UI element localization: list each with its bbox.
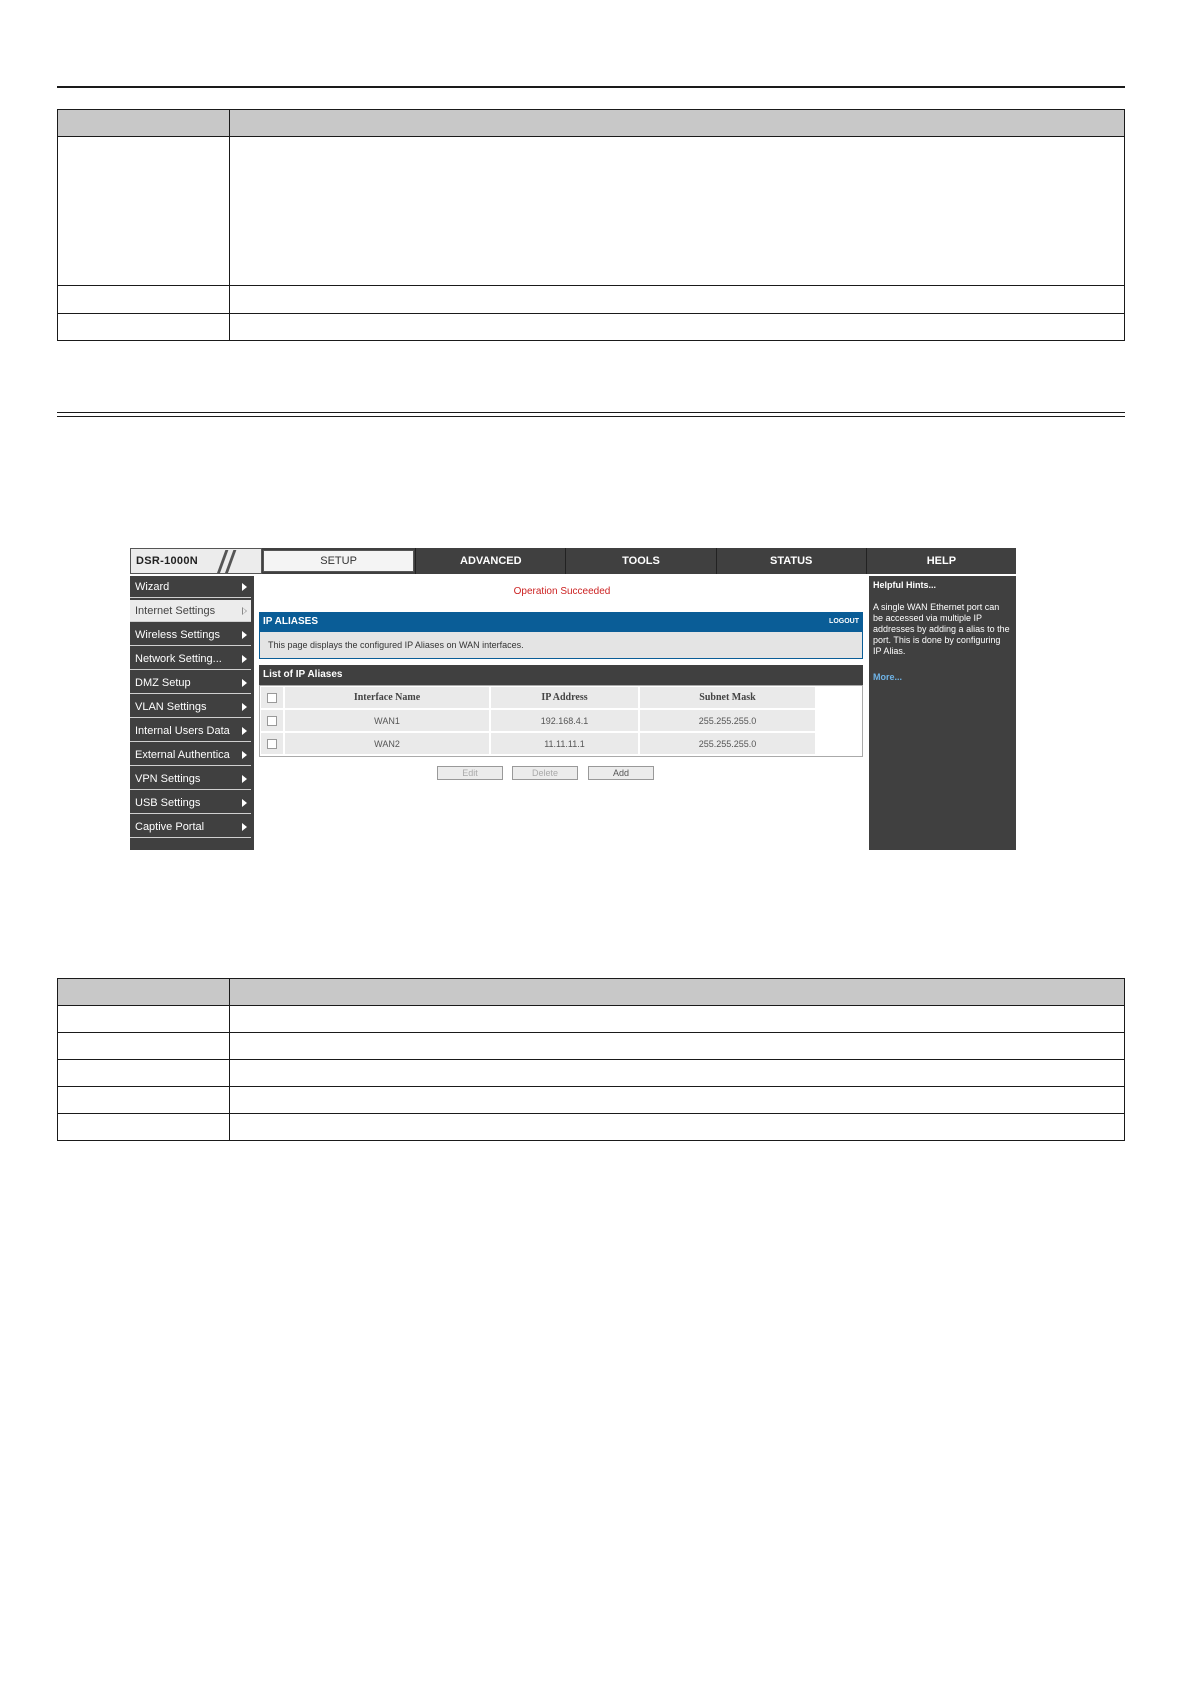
chevron-right-icon <box>242 583 247 591</box>
sidebar-item-vpn-settings[interactable] <box>130 768 251 790</box>
page-top-rule <box>57 86 1125 88</box>
table-header-cell <box>230 979 1125 1006</box>
list-header <box>259 665 863 685</box>
section-rule <box>57 412 1125 413</box>
table-cell <box>230 1060 1125 1087</box>
table-header-row <box>260 686 862 708</box>
table-row[interactable] <box>260 709 862 731</box>
row-select-cell <box>261 710 283 731</box>
sidebar-item-wizard[interactable] <box>130 576 251 598</box>
tab-advanced[interactable]: ADVANCED <box>415 548 565 574</box>
list-title: List of IP Aliases <box>263 669 343 680</box>
table-cell <box>58 1006 230 1033</box>
chevron-right-icon <box>242 799 247 807</box>
table-cell <box>58 1114 230 1141</box>
table-cell <box>230 1087 1125 1114</box>
select-all-cell <box>261 687 283 708</box>
help-hints-body: A single WAN Ethernet port can be accessed via multiple IP addresses by adding a alias to the port. This is done by configuring IP Alias. <box>873 602 1010 656</box>
top-nav-tabs <box>262 548 1016 574</box>
ip-alias-table <box>259 685 863 757</box>
chevron-right-icon <box>242 679 247 687</box>
product-name: DSR-1000N <box>136 555 199 567</box>
table-cell <box>230 286 1125 314</box>
sidebar-item-label: Wireless Settings <box>135 629 220 641</box>
help-more-link[interactable]: More... <box>873 672 903 682</box>
row-select-cell <box>261 733 283 754</box>
chevron-right-icon <box>242 607 247 615</box>
tab-status[interactable]: STATUS <box>716 548 866 574</box>
table-cell <box>230 314 1125 341</box>
add-button[interactable]: Add <box>588 766 654 780</box>
sidebar-item-label: Wizard <box>135 581 170 593</box>
table-cell <box>58 286 230 314</box>
sidebar-item-network-settings[interactable] <box>130 648 251 670</box>
edit-button[interactable]: Edit <box>437 766 503 780</box>
column-header: IP Address <box>491 687 638 708</box>
field-table-top <box>57 109 1125 341</box>
tab-help[interactable]: HELP <box>866 548 1016 574</box>
sidebar-item-dmz-setup[interactable] <box>130 672 251 694</box>
column-header: Subnet Mask <box>640 687 815 708</box>
table-header-cell <box>230 110 1125 137</box>
cell-mask: 255.255.255.0 <box>640 710 815 731</box>
sidebar-item-vlan-settings[interactable] <box>130 696 251 718</box>
table-cell <box>230 1033 1125 1060</box>
section-rule <box>57 416 1125 417</box>
router-screenshot <box>130 548 1016 850</box>
sidebar-item-captive-portal[interactable] <box>130 816 251 838</box>
sidebar-item-label: DMZ Setup <box>135 677 191 689</box>
chevron-right-icon <box>242 775 247 783</box>
cell-ip: 11.11.11.1 <box>491 733 638 754</box>
table-cell <box>58 1087 230 1114</box>
status-message: Operation Succeeded <box>513 586 611 597</box>
section-title: IP ALIASES <box>263 616 319 627</box>
sidebar-item-label: Network Setting... <box>135 653 222 665</box>
chevron-right-icon <box>242 631 247 639</box>
table-cell <box>58 1060 230 1087</box>
chevron-right-icon <box>242 655 247 663</box>
sidebar-item-label: External Authentica <box>135 749 230 761</box>
sidebar-item-label: Internet Settings <box>135 605 216 617</box>
cell-interface: WAN1 <box>285 710 489 731</box>
row-checkbox[interactable] <box>267 739 277 749</box>
sidebar-item-label: VPN Settings <box>135 773 201 785</box>
logout-link[interactable]: LOGOUT <box>829 618 859 625</box>
page-description <box>259 632 863 659</box>
sidebar-item-label: VLAN Settings <box>135 701 207 713</box>
sidebar-item-internet-settings[interactable] <box>130 600 251 622</box>
cell-interface: WAN2 <box>285 733 489 754</box>
sidebar <box>130 576 254 850</box>
row-checkbox[interactable] <box>267 716 277 726</box>
table-cell <box>58 1033 230 1060</box>
main-content <box>257 576 867 850</box>
table-cell <box>230 1006 1125 1033</box>
cell-ip: 192.168.4.1 <box>491 710 638 731</box>
table-header-cell <box>58 110 230 137</box>
select-all-checkbox[interactable] <box>267 693 277 703</box>
chevron-right-icon <box>242 703 247 711</box>
chevron-right-icon <box>242 823 247 831</box>
sidebar-item-label: Internal Users Data <box>135 725 230 737</box>
field-table-bottom <box>57 978 1125 1141</box>
table-cell <box>58 314 230 341</box>
sidebar-item-label: Captive Portal <box>135 821 205 833</box>
sidebar-item-wireless-settings[interactable] <box>130 624 251 646</box>
table-cell <box>58 137 230 286</box>
help-panel <box>869 576 1016 850</box>
product-logo <box>130 548 262 574</box>
section-header <box>259 612 863 632</box>
table-header-cell <box>58 979 230 1006</box>
help-hints-title: Helpful Hints... <box>873 580 936 590</box>
sidebar-item-usb-settings[interactable] <box>130 792 251 814</box>
chevron-right-icon <box>242 727 247 735</box>
chevron-right-icon <box>242 751 247 759</box>
sidebar-item-internal-users[interactable] <box>130 720 251 742</box>
table-cell <box>230 137 1125 286</box>
tab-tools[interactable]: TOOLS <box>565 548 715 574</box>
delete-button[interactable]: Delete <box>512 766 578 780</box>
cell-mask: 255.255.255.0 <box>640 733 815 754</box>
table-row[interactable] <box>260 732 862 754</box>
sidebar-item-external-auth[interactable] <box>130 744 251 766</box>
tab-setup[interactable]: SETUP <box>263 550 414 572</box>
description-text: This page displays the configured IP Aliases on WAN interfaces. <box>268 640 524 650</box>
sidebar-item-label: USB Settings <box>135 797 201 809</box>
column-header: Interface Name <box>285 687 489 708</box>
table-cell <box>230 1114 1125 1141</box>
